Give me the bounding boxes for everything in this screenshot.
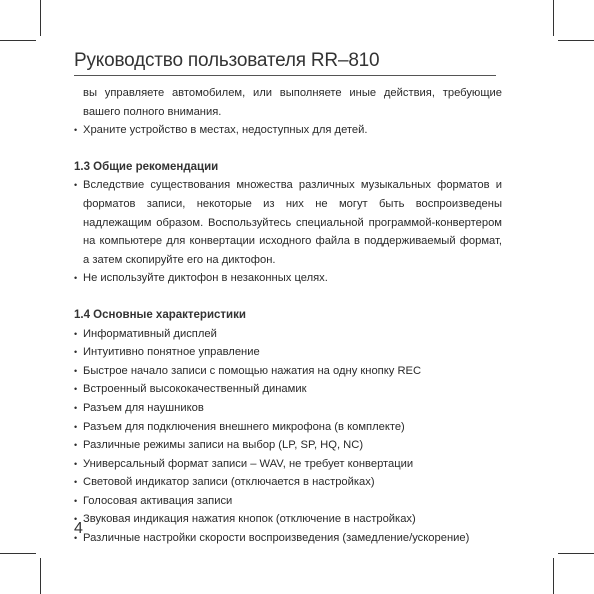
section-heading: 1.3 Общие рекомендации bbox=[74, 160, 219, 173]
crop-mark bbox=[558, 553, 594, 554]
bullet-item: • Встроенный высококачественный динамик bbox=[74, 380, 502, 399]
bullet-item: • Храните устройство в местах, недоступных для детей. bbox=[74, 121, 502, 140]
crop-mark bbox=[0, 40, 36, 41]
crop-mark bbox=[553, 558, 554, 594]
bullet-item: • Различные настройки скорости воспроизведения (замедление/ускорение) bbox=[74, 529, 502, 548]
header-divider bbox=[74, 75, 496, 76]
continuation-text: вы управляете автомобилем, или выполняете иные действия, требующие вашего полного внимания. bbox=[83, 87, 502, 118]
section-heading: 1.4 Основные характеристики bbox=[74, 308, 246, 321]
bullet-item: • Разъем для подключения внешнего микрофона (в комплекте) bbox=[74, 418, 502, 437]
bullet-item: • Разъем для наушников bbox=[74, 399, 502, 418]
bullet-item: • Универсальный формат записи – WAV, не требует конвертации bbox=[74, 455, 502, 474]
bullet-item: • Не используйте диктофон в незаконных целях. bbox=[74, 269, 502, 288]
bullet-item: • Световой индикатор записи (отключается в настройках) bbox=[74, 473, 502, 492]
crop-mark bbox=[558, 40, 594, 41]
crop-mark bbox=[40, 0, 41, 36]
bullet-item: • Голосовая активация записи bbox=[74, 492, 502, 511]
bullet-item: • Быстрое начало записи с помощью нажатия на одну кнопку REC bbox=[74, 362, 502, 381]
page-number: 4 bbox=[74, 520, 83, 537]
page-content bbox=[74, 84, 502, 548]
crop-mark bbox=[553, 0, 554, 36]
page-title: Руководство пользователя RR–810 bbox=[74, 50, 380, 71]
bullet-item: • Вследствие существования множества различных музыкальных форматов и форматов записи, некоторые из них не могут быть воспроизведены надлежащим образом. Воспользуйтесь специальной программой-конвертером на компьютере для конвертации исходного файла в поддерживаемый формат, а затем скопируйте его на диктофон. bbox=[74, 176, 502, 269]
crop-mark bbox=[40, 558, 41, 594]
bullet-item: • Различные режимы записи на выбор (LP, SP, HQ, NC) bbox=[74, 436, 502, 455]
bullet-item: • Интуитивно понятное управление bbox=[74, 343, 502, 362]
crop-mark bbox=[0, 553, 36, 554]
bullet-item: • Звуковая индикация нажатия кнопок (отключение в настройках) bbox=[74, 510, 502, 529]
bullet-item: • Информативный дисплей bbox=[74, 325, 502, 344]
